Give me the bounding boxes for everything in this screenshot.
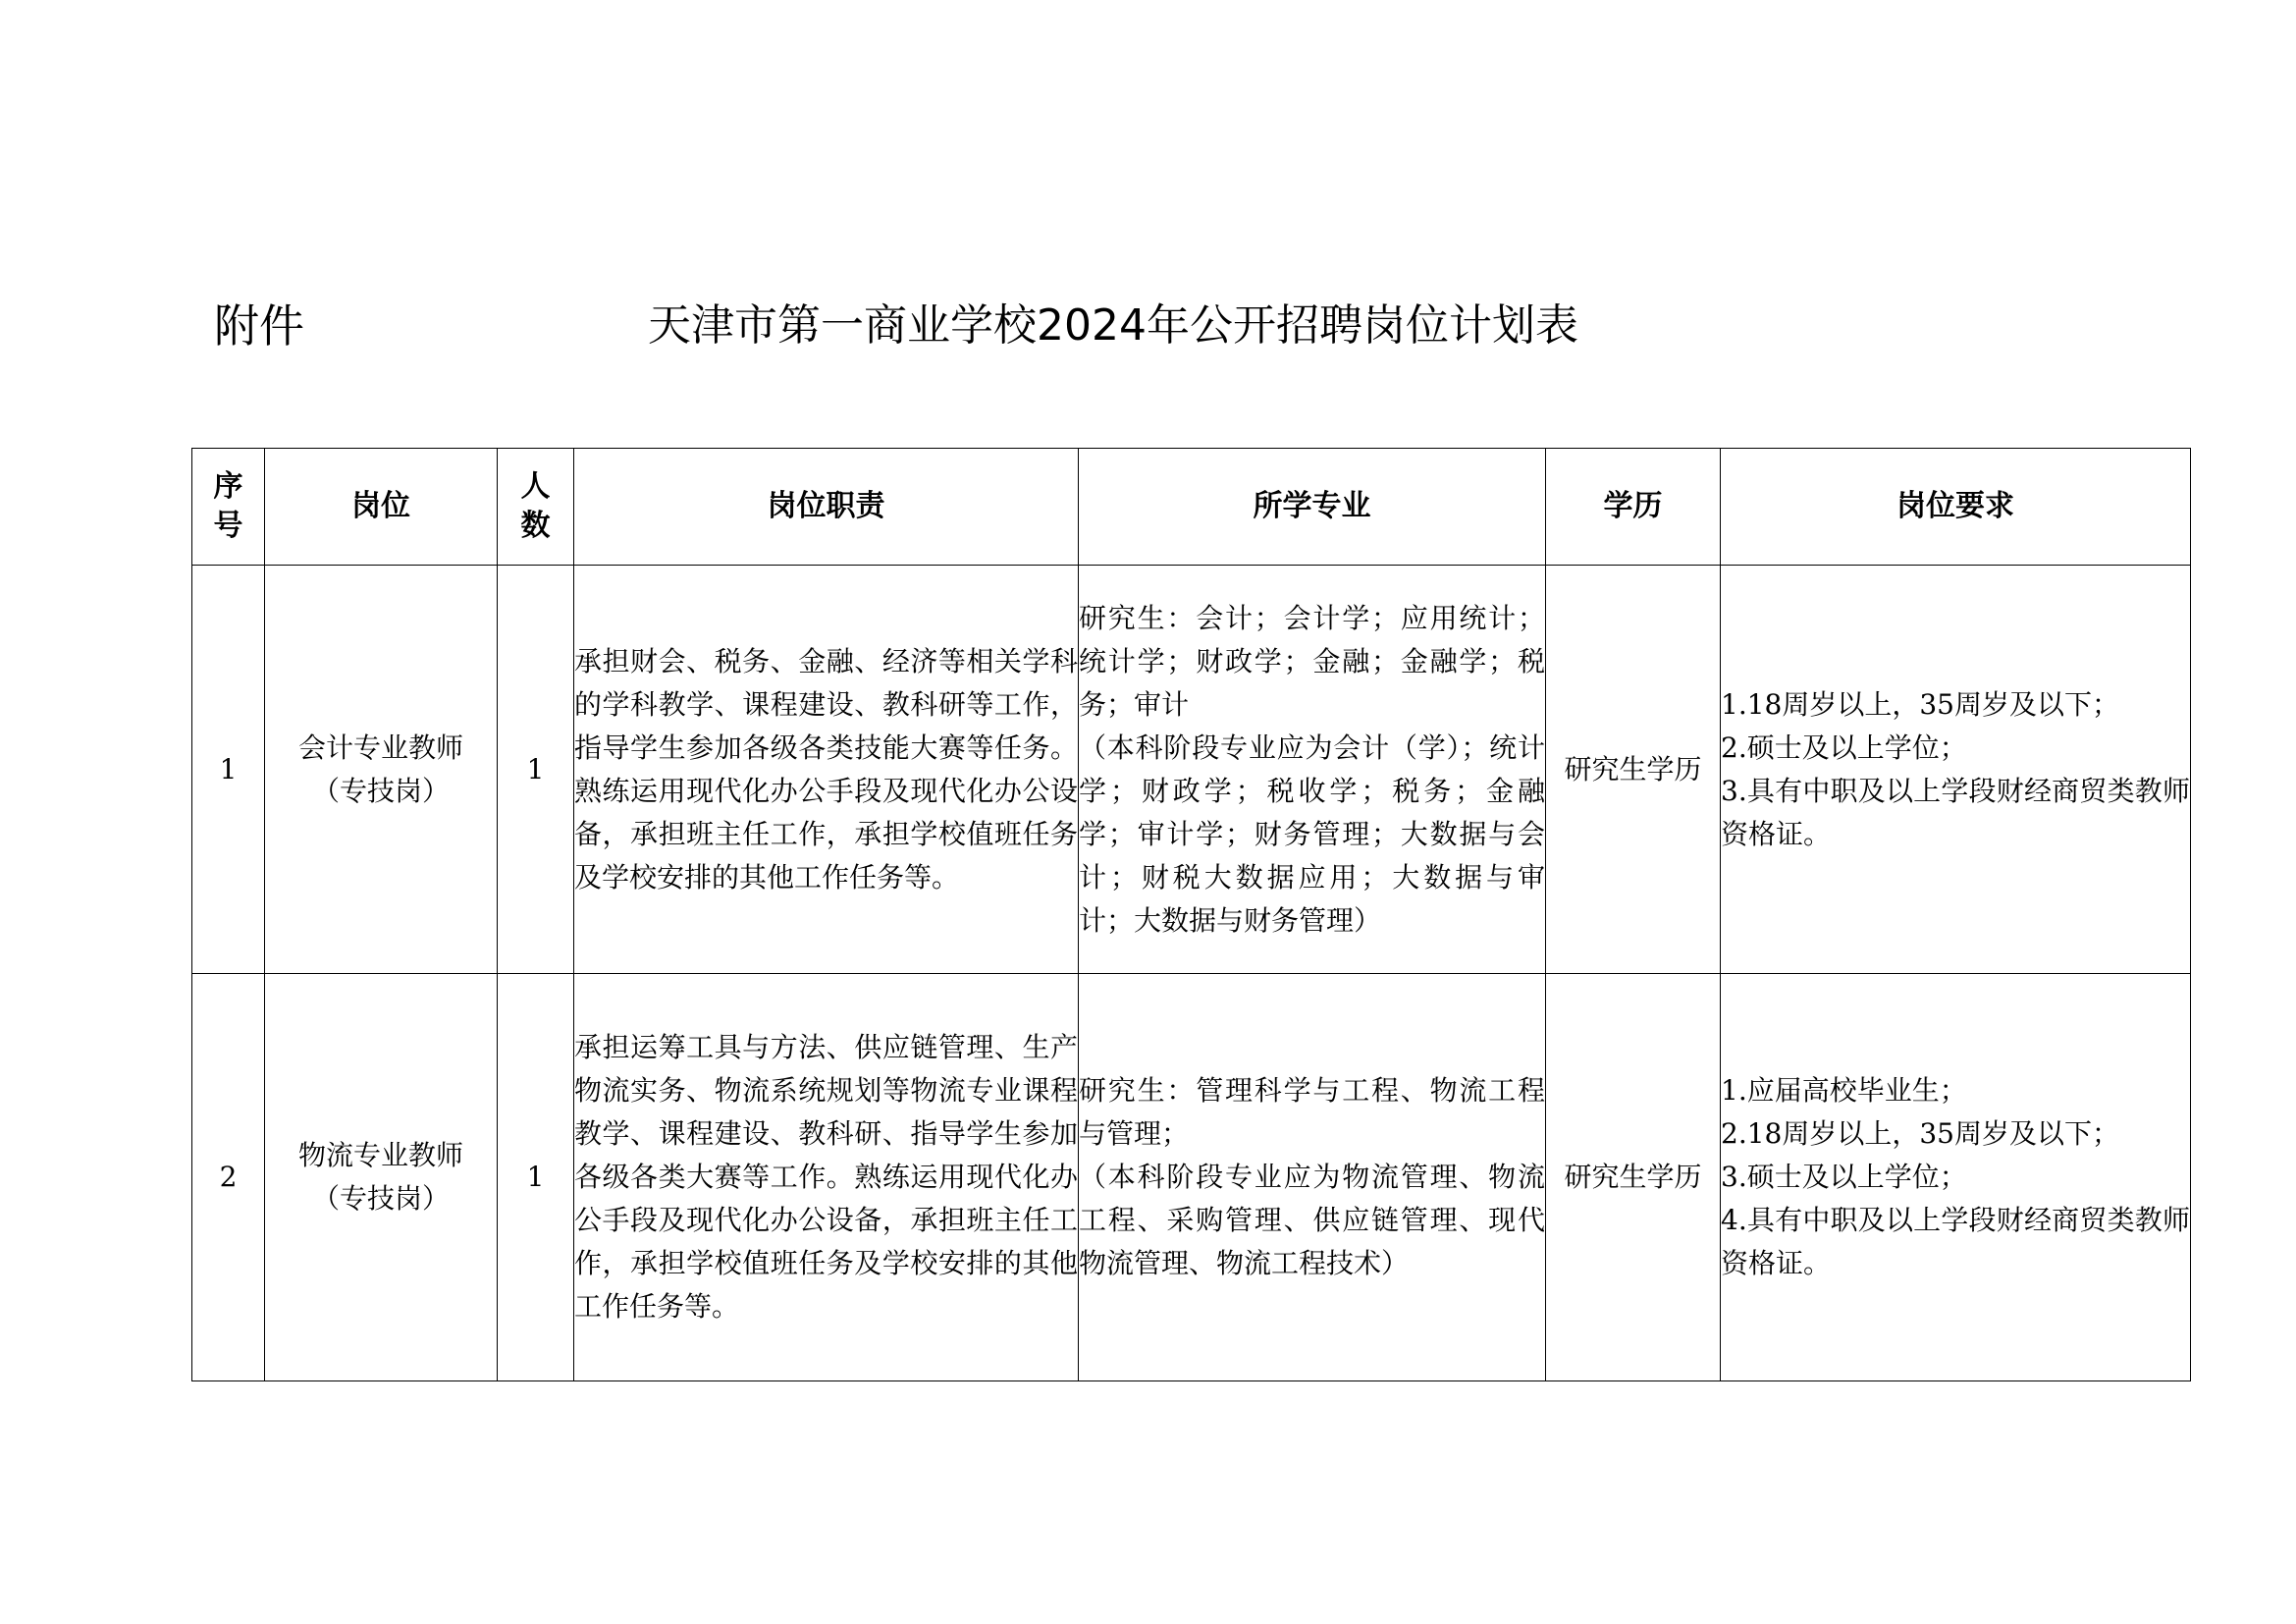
position-name: 物流专业教师 xyxy=(297,1139,463,1171)
header-serial xyxy=(192,449,265,566)
cell-duties: 承担运筹工具与方法、供应链管理、生产物流实务、物流系统规划等物流专业课程教学、课程建设、教科研、指导学生参加各级各类大赛等工作。熟练运用现代化办公手段及现代化办公设备，承担班主任工作，承担学校值班任务及学校安排的其他工作任务等。 xyxy=(574,974,1079,1381)
table-row xyxy=(192,974,2191,1381)
header-count xyxy=(498,449,574,566)
header-serial-line-2: 号 xyxy=(213,509,243,543)
major-graduate: 研究生：会计；会计学；应用统计；统计学；财政学；金融；金融学；税务；审计 xyxy=(1079,601,1545,721)
position-type: （专技岗） xyxy=(311,774,450,807)
cell-requirements xyxy=(1721,566,2191,974)
cell-serial: 1 xyxy=(192,566,265,974)
header-serial-line-1: 序 xyxy=(213,469,243,504)
major-undergrad: （本科阶段专业应为物流管理、物流工程、采购管理、供应链管理、现代物流管理、物流工程技术） xyxy=(1079,1161,1545,1279)
major-graduate: 研究生：管理科学与工程、物流工程与管理； xyxy=(1079,1074,1545,1150)
header-requirements: 岗位要求 xyxy=(1721,449,2191,566)
recruitment-plan-table xyxy=(191,448,2191,1381)
cell-major xyxy=(1079,974,1546,1381)
table-header-row xyxy=(192,449,2191,566)
cell-count: 1 xyxy=(498,974,574,1381)
requirement-item: 3.具有中职及以上学段财经商贸类教师资格证。 xyxy=(1721,774,2190,850)
header-position: 岗位 xyxy=(265,449,498,566)
table-row xyxy=(192,566,2191,974)
cell-education: 研究生学历 xyxy=(1546,566,1721,974)
cell-major xyxy=(1079,566,1546,974)
requirement-item: 2.18周岁以上，35周岁及以下； xyxy=(1721,1117,2119,1150)
header-duties: 岗位职责 xyxy=(574,449,1079,566)
header-count-line-1: 人 xyxy=(520,469,551,504)
requirement-item: 4.具有中职及以上学段财经商贸类教师资格证。 xyxy=(1721,1204,2190,1279)
major-undergrad: （本科阶段专业应为会计（学）；统计学；财政学；税收学；税务；金融学；审计学；财务管理；大数据与会计；财税大数据应用；大数据与审计；大数据与财务管理） xyxy=(1079,731,1545,937)
cell-serial: 2 xyxy=(192,974,265,1381)
requirement-item: 1.应届高校毕业生； xyxy=(1721,1074,1967,1107)
cell-duties: 承担财会、税务、金融、经济等相关学科的学科教学、课程建设、教科研等工作，指导学生参加各级各类技能大赛等任务。熟练运用现代化办公手段及现代化办公设备，承担班主任工作，承担学校值班任务及学校安排的其他工作任务等。 xyxy=(574,566,1079,974)
header-count-line-2: 数 xyxy=(520,509,551,543)
cell-requirements xyxy=(1721,974,2191,1381)
page-title: 天津市第一商业学校2024年公开招聘岗位计划表 xyxy=(648,300,1578,351)
requirement-item: 1.18周岁以上，35周岁及以下； xyxy=(1721,687,2119,721)
cell-position xyxy=(265,974,498,1381)
cell-education: 研究生学历 xyxy=(1546,974,1721,1381)
position-type: （专技岗） xyxy=(311,1182,450,1215)
requirement-item: 2.硕士及以上学位； xyxy=(1721,731,1967,764)
attachment-label: 附件 xyxy=(214,299,304,352)
position-name: 会计专业教师 xyxy=(297,731,463,764)
requirement-item: 3.硕士及以上学位； xyxy=(1721,1161,1967,1193)
cell-position xyxy=(265,566,498,974)
cell-count: 1 xyxy=(498,566,574,974)
header-education: 学历 xyxy=(1546,449,1721,566)
header-major: 所学专业 xyxy=(1079,449,1546,566)
